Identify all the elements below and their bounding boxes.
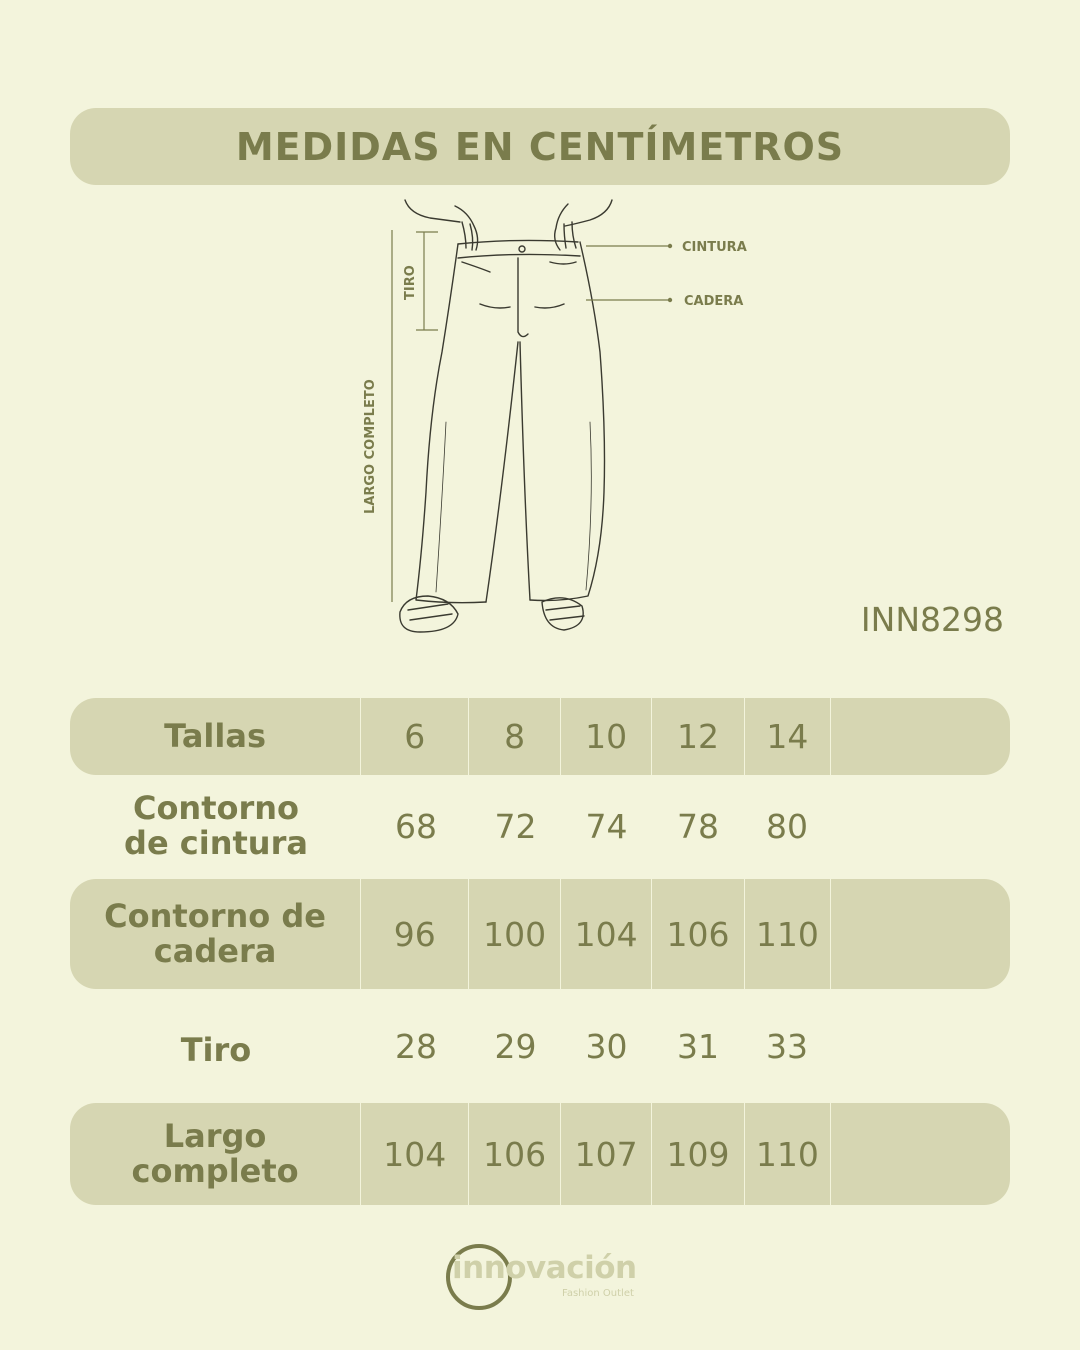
value-cell: 68 — [395, 806, 437, 846]
cadera-label: CADERA — [684, 294, 744, 309]
sizes-row — [70, 698, 1010, 775]
cintura-pointer — [668, 244, 672, 248]
empty-cell — [830, 1103, 1010, 1205]
empty-cell — [830, 1006, 1010, 1086]
cadera-pointer — [668, 298, 672, 302]
value-cell: 106 — [468, 1103, 559, 1205]
size-cell: 10 — [560, 698, 651, 775]
product-code: INN8298 — [860, 600, 1004, 639]
row-label-line: Contorno — [132, 789, 300, 827]
tiro-label: TIRO — [403, 265, 418, 300]
value-cell: 100 — [468, 879, 559, 989]
value-cell: 29 — [494, 1026, 537, 1066]
row-label — [70, 879, 360, 989]
size-cell: 12 — [651, 698, 743, 775]
row-label — [70, 1103, 360, 1205]
value-cell: 78 — [677, 806, 719, 846]
row-label-line: de cintura — [124, 824, 308, 862]
row-label-line: Largo — [163, 1117, 267, 1155]
brand-name: innovación — [452, 1250, 637, 1286]
size-cell: 6 — [360, 698, 468, 775]
value-cell: 107 — [560, 1103, 651, 1205]
pants-measurement-illustration — [350, 192, 770, 642]
value-cell: 109 — [651, 1103, 743, 1205]
title-banner — [70, 108, 1010, 185]
empty-cell — [830, 788, 1010, 864]
row-label-line: cadera — [153, 932, 277, 970]
brand-tagline: Fashion Outlet — [562, 1288, 634, 1299]
cintura-label: CINTURA — [682, 240, 747, 255]
value-cell: 106 — [651, 879, 743, 989]
value-cell: 33 — [766, 1026, 808, 1066]
row-label-line: completo — [131, 1152, 299, 1190]
page-title: MEDIDAS EN CENTÍMETROS — [235, 124, 845, 169]
value-cell: 74 — [585, 806, 628, 846]
length-row — [70, 1103, 1010, 1205]
row-label — [70, 788, 362, 864]
size-cell: 14 — [744, 698, 830, 775]
value-cell: 104 — [360, 1103, 468, 1205]
value-cell: 110 — [744, 879, 830, 989]
value-cell: 28 — [395, 1026, 437, 1066]
largo-completo-label: LARGO COMPLETO — [363, 379, 378, 514]
value-cell: 31 — [677, 1026, 719, 1066]
value-cell: 110 — [744, 1103, 830, 1205]
value-cell: 96 — [360, 879, 468, 989]
size-cell: 8 — [468, 698, 559, 775]
waist-row — [70, 788, 1010, 864]
rise-row — [70, 1006, 1010, 1086]
hip-row — [70, 879, 1010, 989]
empty-cell — [830, 879, 1010, 989]
empty-cell — [830, 698, 1010, 775]
row-label: Tiro — [180, 1030, 252, 1069]
sizes-label: Tallas — [164, 717, 266, 755]
value-cell: 104 — [560, 879, 651, 989]
value-cell: 80 — [766, 806, 808, 846]
value-cell: 30 — [585, 1026, 628, 1066]
row-label-line: Contorno de — [104, 897, 326, 935]
brand-logo — [444, 1242, 644, 1312]
value-cell: 72 — [494, 806, 537, 846]
